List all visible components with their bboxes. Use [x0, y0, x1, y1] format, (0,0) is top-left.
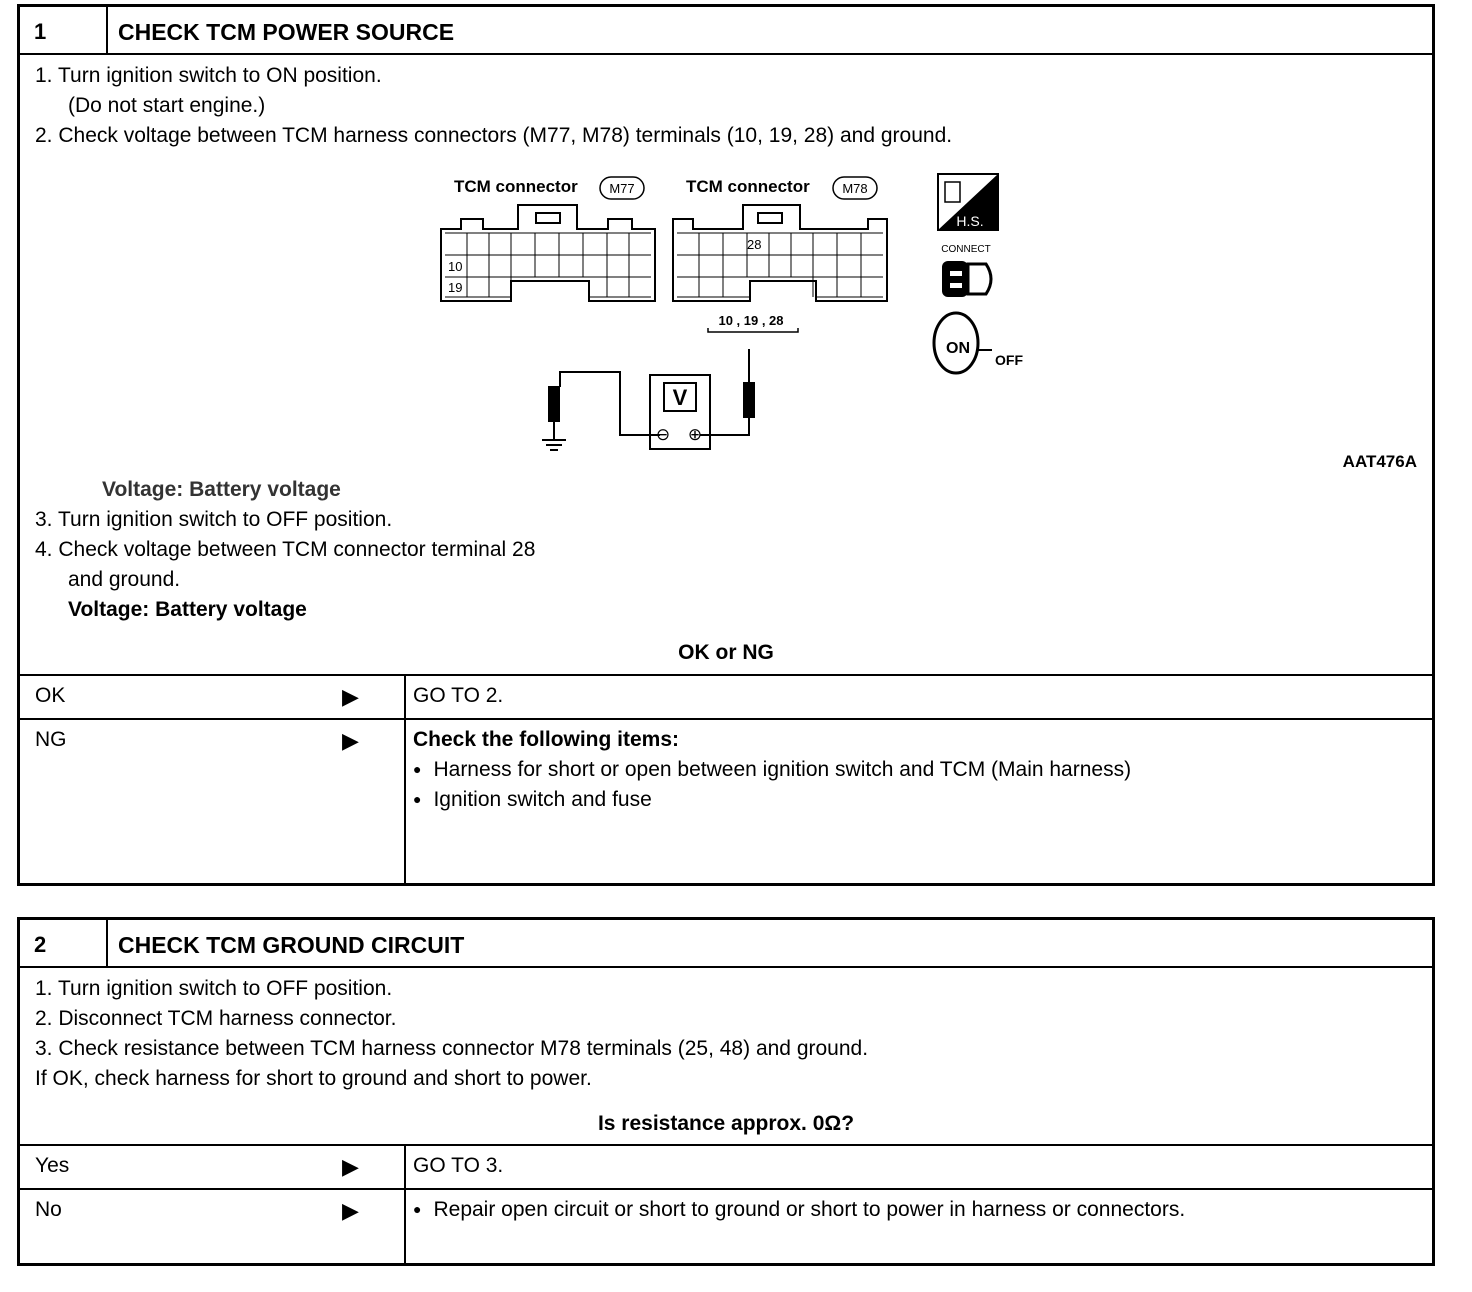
- conn1-label: TCM connector: [454, 177, 578, 196]
- figure-id: AAT476A: [1342, 452, 1417, 471]
- pin-28-label: 28: [747, 237, 762, 252]
- harness-side-icon: [938, 174, 998, 230]
- connector-m77: [441, 205, 655, 301]
- result-row-ng: [20, 718, 1432, 883]
- check-item: ● Harness for short or open between ignition switch and TCM (Main harness): [413, 758, 1131, 782]
- instruction-line: 1. Turn ignition switch to ON position.: [35, 64, 382, 87]
- result-label: Yes: [35, 1154, 70, 1177]
- result-text: [413, 728, 1131, 812]
- instruction-line: 3. Turn ignition switch to OFF position.: [35, 508, 393, 531]
- voltage-spec: Voltage: Battery voltage: [102, 478, 341, 501]
- check-item: ● Repair open circuit or short to ground or short to power in harness or connectors.: [413, 1198, 1185, 1222]
- conn1-id: M77: [609, 181, 635, 196]
- conn2-id: M78: [842, 181, 868, 196]
- result-text: [413, 1192, 1185, 1222]
- voltage-spec: Voltage: Battery voltage: [68, 598, 307, 621]
- column-divider: [404, 676, 406, 718]
- terminals-bracket: [708, 328, 798, 332]
- terminals-label: 10 , 19 , 28: [718, 313, 784, 328]
- svg-text:ON: ON: [946, 340, 970, 357]
- arrow-icon: ▶: [342, 1198, 359, 1223]
- voltmeter-circuit: [542, 349, 754, 450]
- step-number: 2: [20, 920, 108, 966]
- instruction-line: 2. Check voltage between TCM harness connectors (M77, M78) terminals (10, 19, 28) and ground.: [35, 124, 953, 147]
- arrow-icon: ▶: [342, 684, 359, 709]
- pin-19-label: 19: [448, 280, 463, 295]
- column-divider: [404, 1190, 406, 1263]
- result-label: OK: [35, 684, 66, 707]
- step-1-box: [17, 4, 1435, 886]
- connect-icon: [942, 261, 991, 297]
- instruction-line: 3. Check resistance between TCM harness connector M78 terminals (25, 48) and ground.: [35, 1037, 869, 1060]
- connector-diagram: [20, 7, 1432, 487]
- voltmeter-symbol: V: [672, 385, 688, 410]
- instruction-line: (Do not start engine.): [68, 94, 266, 117]
- instruction-line: If OK, check harness for short to ground and short to power.: [35, 1067, 592, 1090]
- result-label: NG: [35, 728, 67, 751]
- column-divider: [404, 1146, 406, 1188]
- instruction-line: 4. Check voltage between TCM connector terminal 28: [35, 538, 536, 561]
- check-items-heading: Check the following items:: [413, 728, 680, 751]
- step-title: CHECK TCM GROUND CIRCUIT: [118, 932, 465, 958]
- result-text: GO TO 3.: [413, 1154, 504, 1177]
- connector-m78: [673, 205, 887, 301]
- step-2-box: [17, 917, 1435, 1266]
- m77-grid: [467, 233, 629, 297]
- result-row-no: [20, 1188, 1432, 1263]
- result-row-ok: [20, 674, 1432, 718]
- pin-10-label: 10: [448, 259, 463, 274]
- decision-question: OK or NG: [678, 641, 774, 664]
- connect-label: CONNECT: [941, 244, 991, 255]
- result-row-yes: [20, 1144, 1432, 1188]
- check-item: ● Ignition switch and fuse: [413, 788, 1131, 812]
- conn2-label: TCM connector: [686, 177, 810, 196]
- step-title: CHECK TCM POWER SOURCE: [118, 19, 455, 45]
- svg-text:H.S.: H.S.: [956, 213, 984, 229]
- step-number: 1: [20, 7, 108, 53]
- result-label: No: [35, 1198, 62, 1221]
- arrow-icon: ▶: [342, 1154, 359, 1179]
- plus-terminal: ⊕: [687, 425, 703, 444]
- column-divider: [404, 720, 406, 883]
- ignition-key-icon: [934, 313, 1023, 373]
- minus-terminal: ⊖: [655, 425, 671, 444]
- instruction-line: 2. Disconnect TCM harness connector.: [35, 1007, 397, 1030]
- arrow-icon: ▶: [342, 728, 359, 753]
- instruction-line: 1. Turn ignition switch to OFF position.: [35, 977, 393, 1000]
- svg-text:OFF: OFF: [995, 352, 1023, 368]
- result-text: GO TO 2.: [413, 684, 504, 707]
- m78-grid: [699, 233, 861, 297]
- instruction-line: and ground.: [68, 568, 181, 591]
- step-2-header: [20, 920, 1432, 968]
- decision-question: Is resistance approx. 0Ω?: [597, 1112, 855, 1135]
